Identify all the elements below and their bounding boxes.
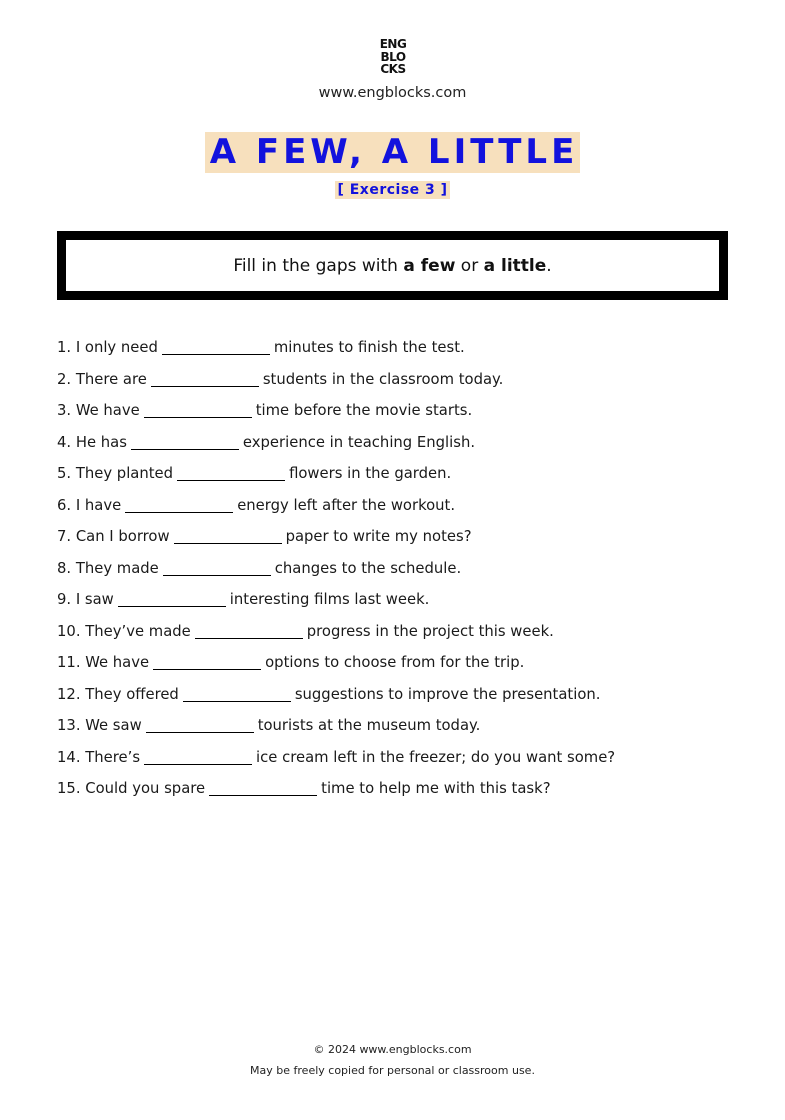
question-text-before: 14. There’s [57, 748, 141, 766]
logo-line: BLO [380, 49, 406, 64]
question-text-after: ice cream left in the freezer; do you want some? [256, 748, 616, 766]
site-url: www.engblocks.com [318, 85, 467, 101]
instruction-text [233, 256, 551, 276]
question-item [57, 652, 615, 684]
instruction-middle: or [455, 255, 484, 276]
question-item [57, 400, 615, 432]
question-text-after: flowers in the garden. [289, 465, 452, 482]
question-item [57, 463, 615, 495]
answer-blank[interactable] [153, 653, 261, 670]
question-text-after: interesting films last week. [229, 591, 430, 608]
exercise-subtitle: [ Exercise 3 ] [337, 182, 448, 198]
question-text-before: 5. They planted [57, 465, 174, 482]
answer-blank[interactable] [131, 433, 239, 450]
question-text-after: tourists at the museum today. [257, 717, 481, 734]
question-item [57, 747, 615, 779]
question-item [57, 589, 615, 621]
footer-license: May be freely copied for personal or classroom use. [250, 1064, 535, 1077]
question-item [57, 778, 615, 810]
page-title: A FEW, A LITTLE [205, 132, 581, 173]
question-text-before: 11. We have [57, 654, 150, 671]
instruction-option-a-few: a few [403, 255, 456, 276]
answer-blank[interactable] [174, 527, 282, 544]
question-list [57, 337, 615, 810]
question-item [57, 495, 615, 527]
instruction-suffix: . [546, 255, 552, 276]
answer-blank[interactable] [146, 716, 254, 733]
logo-line: CKS [380, 62, 406, 76]
question-text-before: 12. They offered [57, 685, 179, 703]
answer-blank[interactable] [209, 779, 317, 796]
instruction-option-a-little: a little [483, 255, 547, 276]
question-text-before: 3. We have [57, 402, 140, 419]
question-text-before: 15. Could you spare [57, 780, 206, 797]
answer-blank[interactable] [125, 496, 233, 513]
engblocks-logo [376, 38, 410, 76]
answer-blank[interactable] [183, 685, 291, 702]
question-text-after: options to choose from for the trip. [265, 654, 525, 671]
answer-blank[interactable] [163, 559, 271, 576]
question-text-before: 8. They made [57, 559, 159, 577]
footer-copyright: © 2024 www.engblocks.com [313, 1043, 472, 1056]
question-text-before: 2. There are [57, 370, 147, 388]
question-item [57, 369, 615, 401]
answer-blank[interactable] [177, 464, 285, 481]
question-item [57, 684, 615, 716]
question-text-after: changes to the schedule. [274, 559, 462, 577]
question-text-after: time to help me with this task? [321, 780, 551, 797]
question-text-before: 10. They’ve made [57, 622, 191, 640]
answer-blank[interactable] [195, 622, 303, 639]
instruction-prefix: Fill in the gaps with [233, 255, 404, 276]
instruction-box [57, 231, 728, 300]
question-text-after: time before the movie starts. [255, 402, 473, 419]
question-text-after: paper to write my notes? [285, 528, 472, 545]
question-text-after: students in the classroom today. [262, 370, 504, 388]
answer-blank[interactable] [162, 338, 270, 355]
question-text-after: suggestions to improve the presentation. [294, 685, 601, 703]
logo-line: ENG [379, 37, 407, 51]
question-text-after: minutes to finish the test. [273, 339, 465, 356]
question-item [57, 558, 615, 590]
question-text-after: experience in teaching English. [242, 433, 476, 451]
question-text-before: 6. I have [57, 496, 122, 514]
question-text-before: 9. I saw [57, 591, 114, 608]
question-item [57, 337, 615, 369]
question-text-before: 7. Can I borrow [57, 528, 170, 545]
question-item [57, 432, 615, 464]
question-text-before: 1. I only need [57, 339, 158, 356]
answer-blank[interactable] [151, 370, 259, 387]
question-text-before: 13. We saw [57, 717, 142, 734]
question-item [57, 715, 615, 747]
answer-blank[interactable] [118, 590, 226, 607]
question-item [57, 621, 615, 653]
answer-blank[interactable] [144, 401, 252, 418]
question-text-after: progress in the project this week. [306, 622, 554, 640]
question-text-before: 4. He has [57, 433, 127, 451]
question-text-after: energy left after the workout. [237, 496, 456, 514]
question-item [57, 526, 615, 558]
answer-blank[interactable] [144, 748, 252, 765]
